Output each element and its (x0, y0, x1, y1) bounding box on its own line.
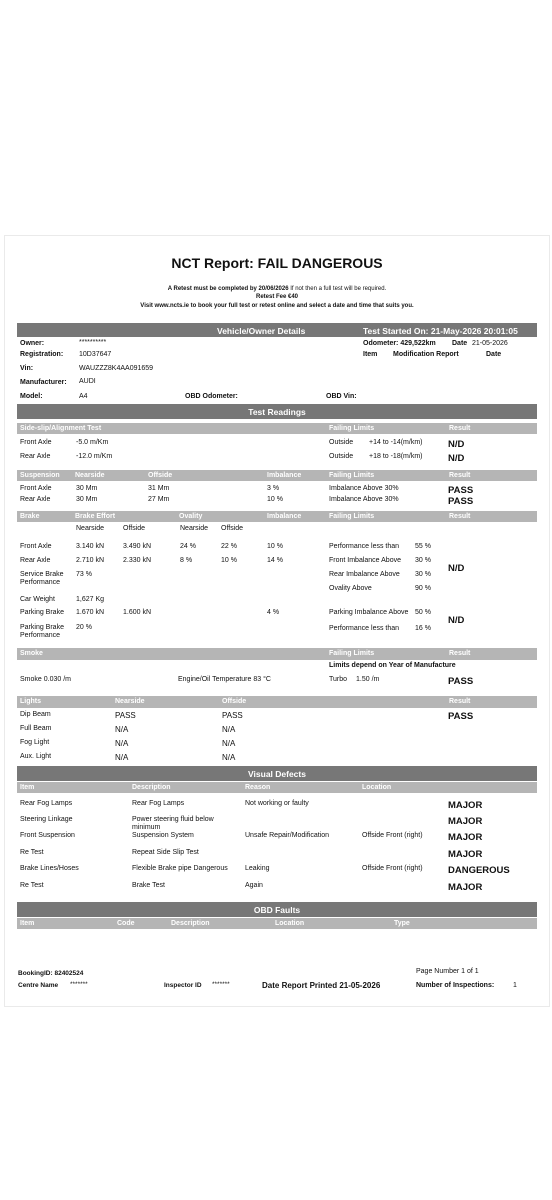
brake-result-1: N/D (448, 563, 465, 574)
centre-name-value: ******* (70, 981, 88, 988)
brake-limit-label: Rear Imbalance Above (329, 571, 400, 578)
brake-front-name: Front Axle (20, 543, 52, 550)
obd-faults-header (17, 902, 537, 917)
alignment-header (17, 423, 537, 434)
suspension-limits-col: Failing Limits (329, 472, 375, 479)
visual-location-col: Location (362, 784, 392, 791)
lights-result-col: Result (449, 698, 471, 705)
manufacturer-label: Manufacturer: (20, 379, 67, 386)
parking-brake-near: 1.670 kN (76, 609, 105, 616)
visual-defects-title: Visual Defects (248, 769, 306, 779)
brake-limit-value: 30 % (415, 557, 431, 564)
parking-perf-value: 20 % (76, 624, 92, 631)
align-rear-name: Rear Axle (20, 453, 51, 460)
retest-fee: Retest Fee €40 (255, 294, 299, 300)
visual-reason-col: Reason (245, 784, 271, 791)
obd-location-col: Location (275, 920, 305, 927)
parking-perf-name: Parking Brake Performance (20, 624, 64, 639)
brake-rear-off: 2.330 kN (123, 557, 152, 564)
brake-rear-ov-near: 8 % (180, 557, 193, 564)
defect-item: Brake Lines/Hoses (20, 865, 79, 872)
defect-item: Re Test (20, 849, 44, 856)
vehicle-owner-title: Vehicle/Owner Details (217, 326, 306, 336)
brake-rear-imb: 14 % (267, 557, 283, 564)
brake-front-imb: 10 % (267, 543, 283, 550)
alignment-col: Side-slip/Alignment Test (20, 425, 102, 432)
visual-defects-header (17, 766, 537, 781)
susp-rear-imb: 10 % (267, 496, 283, 503)
centre-name-label: Centre Name (18, 982, 59, 989)
odometer-label: Odometer: 429,522km (363, 340, 436, 347)
susp-rear-limit: Imbalance Above 30% (329, 496, 399, 503)
brake-front-ov-near: 24 % (180, 543, 196, 550)
light-aux-near: N/A (115, 753, 129, 762)
defect-description: Brake Test (132, 882, 165, 889)
obd-faults-columns (17, 918, 537, 929)
align-front-value: -5.0 m/Km (76, 439, 109, 446)
car-weight-name: Car Weight (20, 596, 55, 603)
turbo-value: 1.50 /m (356, 676, 380, 683)
light-dip-off: PASS (222, 711, 243, 720)
obd-code-col: Code (117, 920, 135, 927)
align-rear-limit-a: Outside (329, 453, 354, 460)
page-number: Page Number 1 of 1 (416, 968, 479, 975)
lights-near-col: Nearside (115, 698, 145, 705)
car-weight-value: 1,627 Kg (76, 596, 105, 603)
defect-item: Front Suspension (20, 832, 75, 839)
smoke-header (17, 648, 537, 660)
brake-sub-nearside: Nearside (76, 525, 105, 532)
brake-front-off: 3.490 kN (123, 543, 152, 550)
defect-item: Rear Fog Lamps (20, 800, 73, 807)
susp-front-result: PASS (448, 485, 474, 496)
obd-item-col: Item (20, 920, 35, 927)
defect-description: Repeat Side Slip Test (132, 849, 199, 856)
suspension-near-col: Nearside (75, 472, 105, 479)
suspension-header (17, 470, 537, 481)
align-rear-result: N/D (448, 453, 465, 464)
align-front-name: Front Axle (20, 439, 52, 446)
defect-reason: Unsafe Repair/Modification (245, 832, 330, 839)
retest-deadline: A Retest must be completed by 20/06/2026 (167, 286, 289, 292)
brake-result-col: Result (449, 513, 471, 520)
retest-line (5, 285, 549, 293)
light-full-near: N/A (115, 725, 129, 734)
light-dip-near: PASS (115, 711, 136, 720)
brake-limit-label: Performance less than (329, 625, 400, 632)
obd-faults-title: OBD Faults (253, 905, 301, 915)
visit-link-text: Visit www.ncts.ie to book your full test or retest online and select a date and time that suits you. (140, 303, 414, 309)
defect-severity: MAJOR (448, 816, 483, 827)
susp-front-imb: 3 % (267, 485, 280, 492)
susp-front-name: Front Axle (20, 485, 52, 492)
light-full-name: Full Beam (20, 725, 52, 732)
inspections-label: Number of Inspections: (416, 982, 495, 989)
owner-value: ********** (79, 339, 107, 346)
defect-description: Rear Fog Lamps (132, 800, 185, 807)
defect-severity: MAJOR (448, 832, 483, 843)
light-aux-off: N/A (222, 753, 236, 762)
brake-effort-col: Brake Effort (75, 513, 116, 520)
brake-sub-offside: Offside (123, 525, 146, 532)
obd-description-col: Description (171, 920, 210, 927)
visual-defects-columns (17, 782, 537, 793)
visual-item-col: Item (20, 784, 35, 791)
lights-col: Lights (20, 698, 41, 705)
susp-rear-near: 30 Mm (76, 496, 98, 503)
brake-rear-ov-off: 10 % (221, 557, 237, 564)
suspension-col: Suspension (20, 472, 60, 479)
date2-label: Date (486, 351, 502, 358)
parking-brake-imb: 4 % (267, 609, 280, 616)
item-label: Item (363, 351, 378, 358)
ovality-sub-offside: Offside (221, 525, 244, 532)
service-brake-name: Service Brake Performance (20, 571, 64, 586)
align-front-limit-b: +14 to -14(m/km) (369, 439, 423, 446)
obd-vin-label: OBD Vin: (326, 393, 357, 400)
defect-severity: MAJOR (448, 882, 483, 893)
test-readings-title: Test Readings (248, 407, 306, 417)
date-label: Date (452, 340, 468, 347)
defect-severity: DANGEROUS (448, 865, 510, 876)
defect-location: Offside Front (right) (362, 832, 423, 839)
brake-limit-value: 30 % (415, 571, 431, 578)
nct-report-page (4, 235, 550, 1007)
light-dip-name: Dip Beam (20, 711, 51, 718)
defect-location: Offside Front (right) (362, 865, 423, 872)
date-report-printed: Date Report Printed 21-05-2026 (262, 981, 381, 990)
brake-limit-value: 50 % (415, 609, 431, 616)
retest-note: If not then a full test will be required. (290, 286, 387, 292)
ovality-sub-nearside: Nearside (180, 525, 209, 532)
brake-front-ov-off: 22 % (221, 543, 237, 550)
vehicle-owner-header (17, 323, 537, 337)
registration-value: 10D37647 (79, 351, 112, 358)
vin-value: WAUZZZ8K4AA091659 (79, 365, 154, 372)
smoke-limits-col: Failing Limits (329, 650, 375, 657)
test-started: Test Started On: 21-May-2026 20:01:05 (363, 326, 518, 336)
susp-front-near: 30 Mm (76, 485, 98, 492)
brake-limit-value: 90 % (415, 585, 431, 592)
test-readings-header (17, 404, 537, 419)
brake-limit-label: Front Imbalance Above (329, 557, 401, 564)
model-label: Model: (20, 393, 43, 400)
brake-rear-name: Rear Axle (20, 557, 51, 564)
brake-rear-near: 2.710 kN (76, 557, 105, 564)
brake-limit-label: Ovality Above (329, 585, 372, 592)
manufacturer-value: AUDI (79, 378, 96, 385)
brake-col: Brake (20, 513, 40, 520)
parking-brake-off: 1.600 kN (123, 609, 152, 616)
engine-temperature: Engine/Oil Temperature 83 °C (178, 676, 271, 683)
lights-off-col: Offside (222, 698, 247, 705)
smoke-col: Smoke (20, 650, 43, 657)
defect-item: Steering Linkage (20, 816, 73, 823)
registration-label: Registration: (20, 351, 64, 358)
light-fog-near: N/A (115, 739, 129, 748)
smoke-result-col: Result (449, 650, 471, 657)
alignment-result-col: Result (449, 425, 471, 432)
obd-odometer-label: OBD Odometer: (185, 393, 238, 400)
brake-result-2: N/D (448, 615, 465, 626)
susp-front-limit: Imbalance Above 30% (329, 485, 399, 492)
alignment-limits-col: Failing Limits (329, 425, 375, 432)
smoke-limits-note: Limits depend on Year of Manufacture (329, 662, 456, 669)
smoke-result: PASS (448, 676, 474, 687)
defect-severity: MAJOR (448, 800, 483, 811)
brake-limit-value: 55 % (415, 543, 431, 550)
visual-desc-col: Description (132, 784, 171, 791)
light-fog-name: Fog Light (20, 739, 50, 746)
brake-imb-col: Imbalance (267, 513, 302, 520)
light-aux-name: Aux. Light (20, 753, 52, 760)
inspector-id-label: Inspector ID (164, 982, 202, 989)
suspension-off-col: Offside (148, 472, 173, 479)
obd-type-col: Type (394, 920, 410, 927)
booking-id: BookingID: 82402524 (18, 970, 84, 977)
defect-reason: Not working or faulty (245, 800, 309, 807)
defect-severity: MAJOR (448, 849, 483, 860)
service-brake-value: 73 % (76, 571, 92, 578)
susp-rear-name: Rear Axle (20, 496, 51, 503)
light-fog-off: N/A (222, 739, 236, 748)
inspections-value: 1 (513, 982, 517, 989)
vin-label: Vin: (20, 365, 34, 372)
owner-label: Owner: (20, 340, 45, 347)
align-front-limit-a: Outside (329, 439, 354, 446)
inspector-id-value: ******* (212, 981, 230, 988)
brake-limit-label: Parking Imbalance Above (329, 609, 409, 616)
brake-front-near: 3.140 kN (76, 543, 105, 550)
parking-brake-name: Parking Brake (20, 609, 64, 616)
suspension-result-col: Result (449, 472, 471, 479)
defect-reason: Again (245, 882, 263, 889)
susp-rear-result: PASS (448, 496, 474, 507)
susp-front-off: 31 Mm (148, 485, 170, 492)
brake-limit-label: Performance less than (329, 543, 400, 550)
model-value: A4 (79, 393, 88, 400)
report-title: NCT Report: FAIL DANGEROUS (171, 255, 383, 271)
susp-rear-off: 27 Mm (148, 496, 170, 503)
modification-report-label: Modification Report (393, 351, 459, 358)
defect-description: Suspension System (132, 832, 194, 839)
align-rear-value: -12.0 m/Km (76, 453, 113, 460)
align-rear-limit-b: +18 to -18(m/km) (369, 453, 423, 460)
ovality-col: Ovality (179, 513, 203, 520)
defect-description: Flexible Brake pipe Dangerous (132, 865, 228, 872)
turbo-label: Turbo (329, 676, 348, 683)
align-front-result: N/D (448, 439, 465, 450)
brake-header (17, 511, 537, 522)
date-value: 21-05-2026 (472, 340, 508, 347)
lights-header (17, 696, 537, 708)
light-dip-result: PASS (448, 711, 474, 722)
smoke-value: Smoke 0.030 /m (20, 676, 71, 683)
brake-limit-value: 16 % (415, 625, 431, 632)
light-full-off: N/A (222, 725, 236, 734)
defect-description: Power steering fluid below minimum (132, 816, 214, 831)
defect-reason: Leaking (245, 865, 270, 872)
suspension-imb-col: Imbalance (267, 472, 302, 479)
defect-item: Re Test (20, 882, 44, 889)
brake-limits-col: Failing Limits (329, 513, 375, 520)
